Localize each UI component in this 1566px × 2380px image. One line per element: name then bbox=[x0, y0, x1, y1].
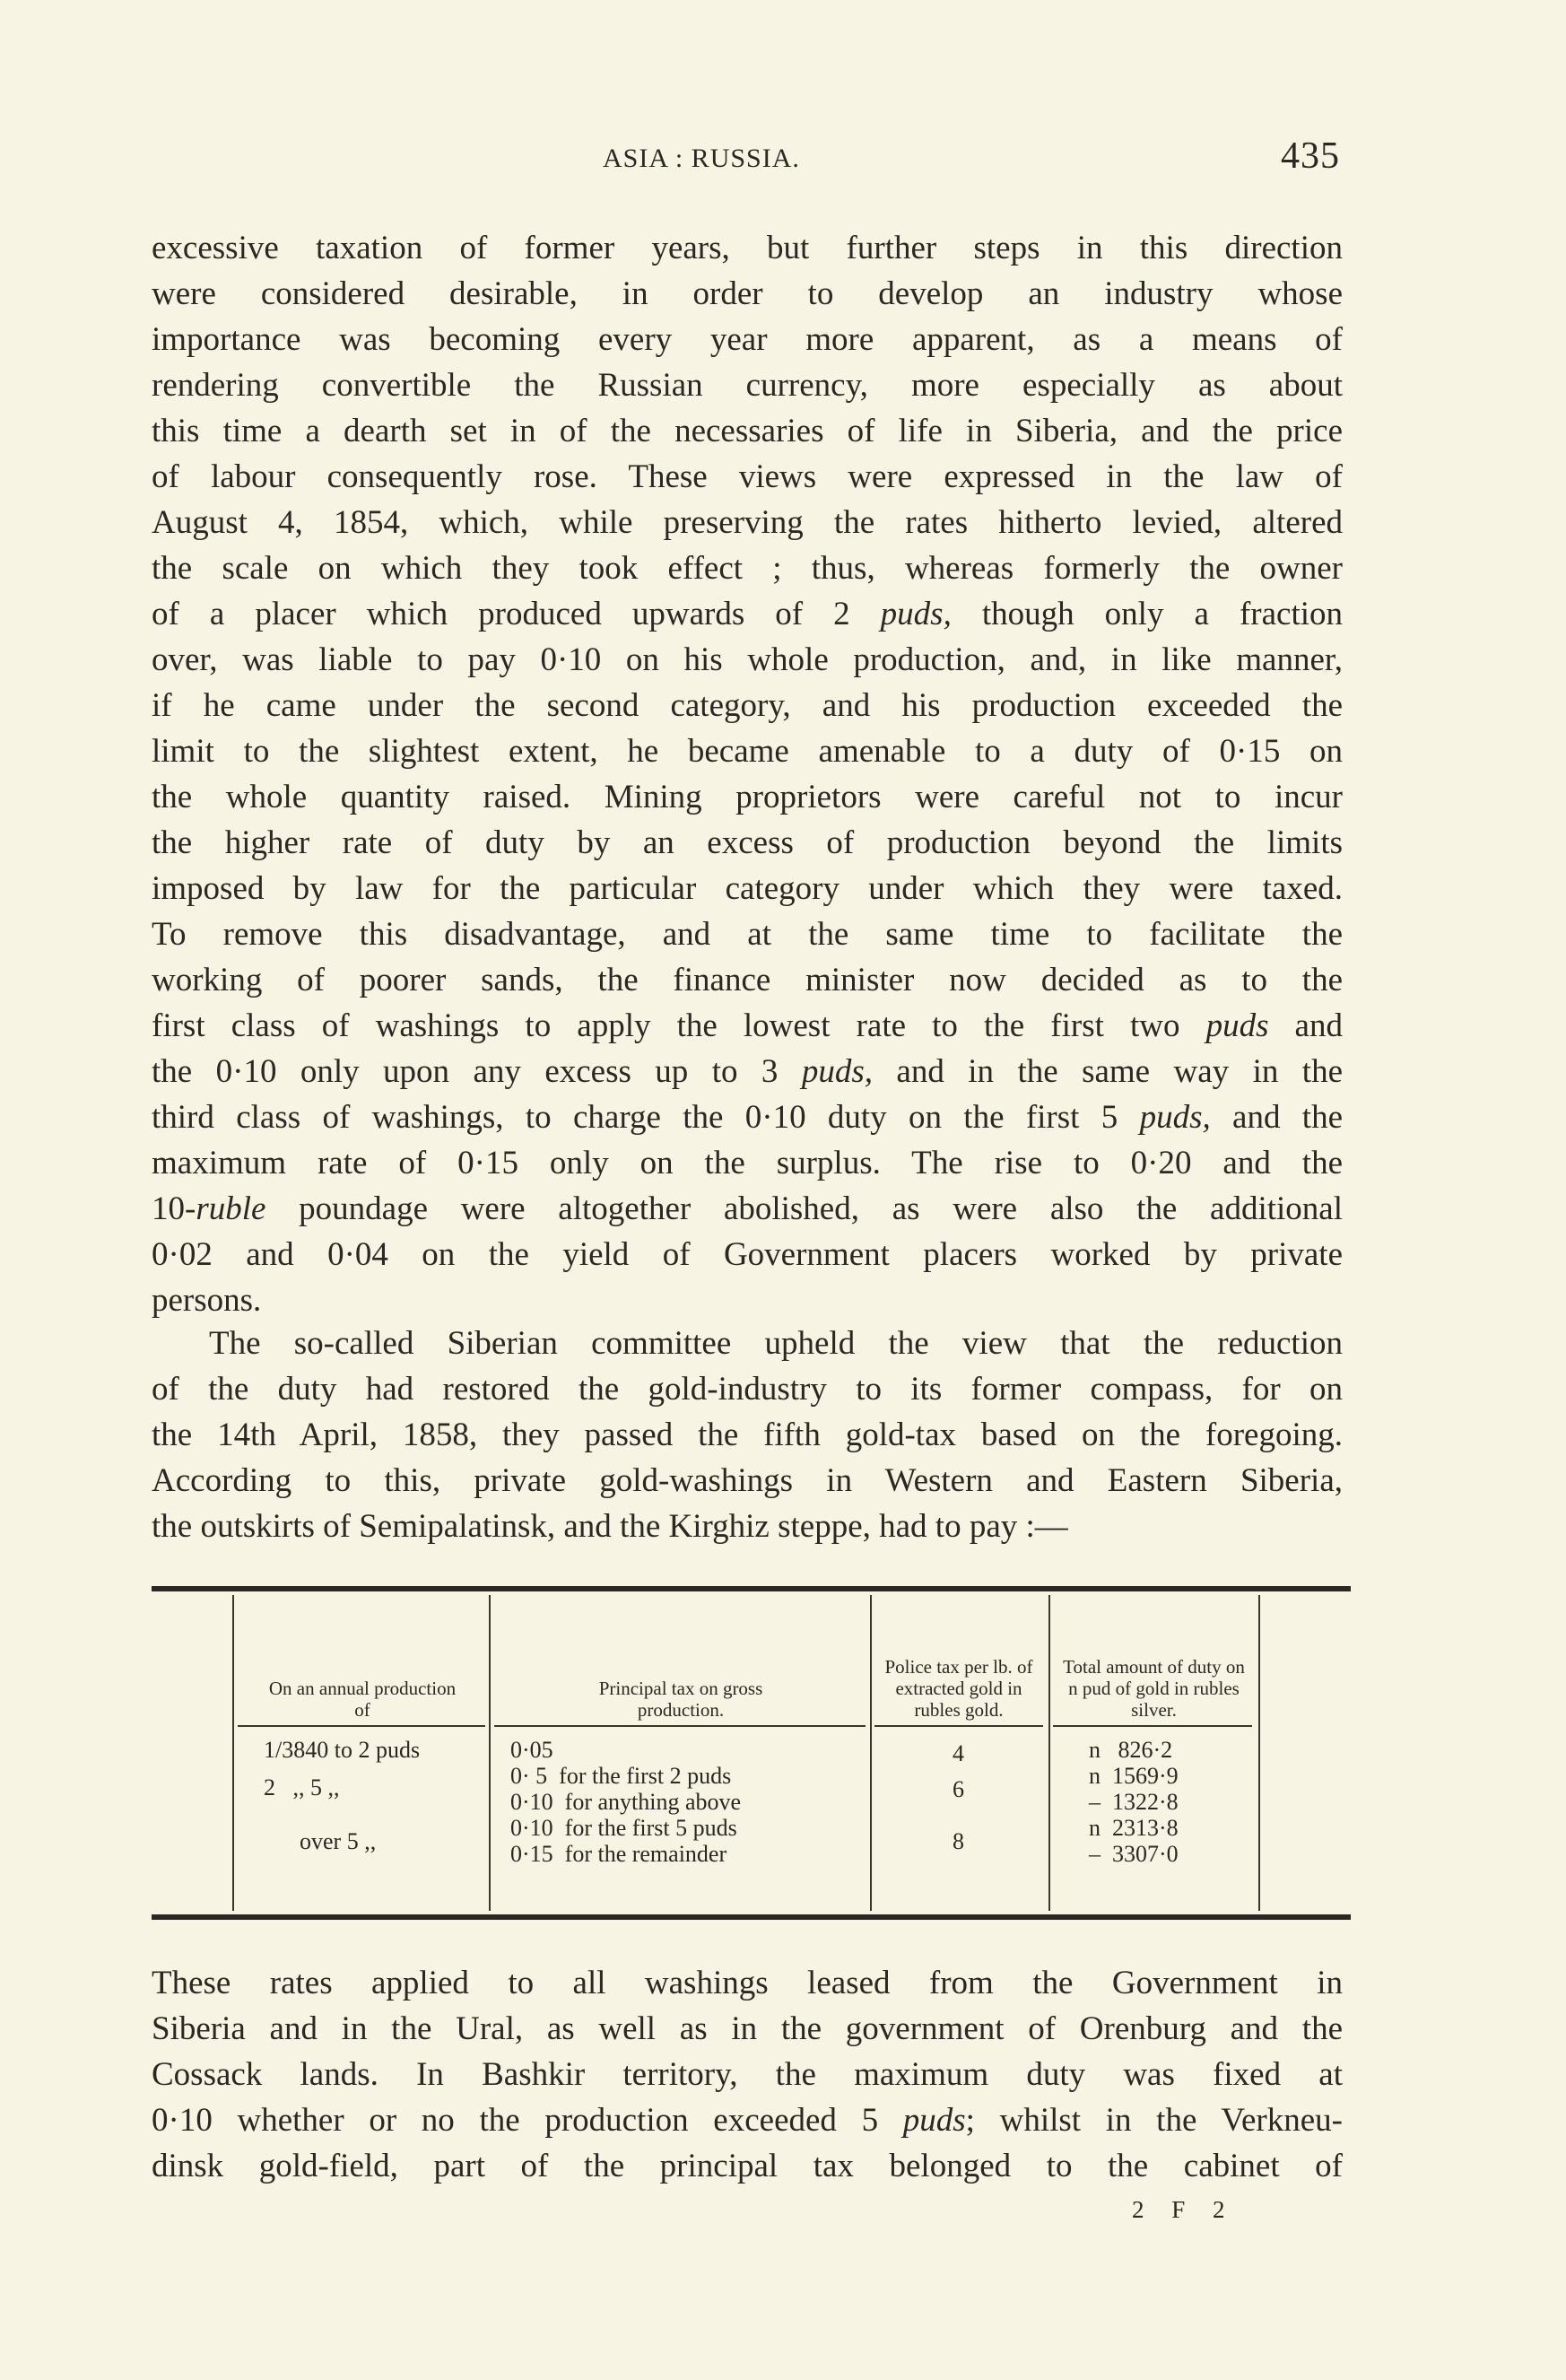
paragraph-2 bbox=[152, 1321, 1343, 1549]
running-head: ASIA : RUSSIA. bbox=[603, 144, 800, 173]
text-segment: Siberia and in the Ural, as well as in the government of Orenburg and the bbox=[152, 2010, 1343, 2047]
text-line bbox=[152, 1366, 1343, 1412]
text-line bbox=[152, 1321, 1343, 1366]
text-segment: if he came under the second category, and his production exceeded the bbox=[152, 687, 1343, 724]
text-line bbox=[152, 1094, 1343, 1140]
total-row-2a: n 1569·9 bbox=[1089, 1763, 1179, 1789]
text-segment: puds, bbox=[1139, 1099, 1211, 1136]
text-line bbox=[152, 1186, 1343, 1232]
text-line bbox=[152, 317, 1343, 362]
column-divider bbox=[232, 1595, 234, 1911]
text-segment: ; whilst in the Verkneu- bbox=[965, 2102, 1343, 2139]
header-divider bbox=[1053, 1725, 1252, 1727]
production-row-1: 1/3840 to 2 puds bbox=[264, 1737, 421, 1763]
text-segment: puds bbox=[902, 2102, 966, 2139]
total-row-3b: – 3307·0 bbox=[1089, 1841, 1179, 1867]
table-top-rule bbox=[152, 1586, 1351, 1591]
text-segment: excessive taxation of former years, but further steps in this direction bbox=[152, 230, 1343, 266]
header-divider bbox=[874, 1725, 1043, 1727]
text-line bbox=[152, 2052, 1343, 2097]
text-line bbox=[152, 820, 1343, 866]
text-line bbox=[152, 1504, 1343, 1549]
text-segment: dinsk gold-field, part of the principal tax belonged to the cabinet of bbox=[152, 2148, 1343, 2184]
text-line bbox=[152, 866, 1343, 911]
text-line bbox=[152, 1412, 1343, 1458]
text-segment: poundage were altogether abolished, as were also the additional bbox=[265, 1190, 1343, 1227]
text-segment: of labour consequently rose. These views were expressed in the law of bbox=[152, 458, 1343, 495]
text-segment: To remove this disadvantage, and at the same time to facilitate the bbox=[152, 916, 1343, 953]
text-line bbox=[152, 1003, 1343, 1049]
column-divider bbox=[1048, 1595, 1050, 1911]
text-line bbox=[152, 728, 1343, 774]
production-row-2: 2 ,, 5 ,, bbox=[264, 1774, 340, 1800]
text-segment: ruble bbox=[196, 1190, 266, 1227]
text-line bbox=[152, 362, 1343, 408]
text-segment: the higher rate of duty by an excess of production beyond the limits bbox=[152, 824, 1343, 861]
text-segment: 0·02 and 0·04 on the yield of Government placers worked by private bbox=[152, 1236, 1343, 1273]
text-line bbox=[152, 225, 1343, 271]
text-line bbox=[152, 1277, 1343, 1323]
paragraph-1 bbox=[152, 225, 1343, 1323]
text-segment: the 14th April, 1858, they passed the fifth gold-tax based on the foregoing. bbox=[152, 1417, 1343, 1453]
table-bottom-rule bbox=[152, 1914, 1351, 1920]
text-segment: the outskirts of Semipalatinsk, and the Kirghiz steppe, had to pay :— bbox=[152, 1508, 1068, 1545]
text-line bbox=[152, 454, 1343, 500]
text-line bbox=[152, 1960, 1343, 2006]
text-line bbox=[152, 1140, 1343, 1186]
text-line bbox=[152, 1458, 1343, 1504]
text-segment: this time a dearth set in of the necessaries of life in Siberia, and the price bbox=[152, 413, 1343, 449]
police-row-2: 6 bbox=[953, 1776, 964, 1802]
principal-row-2b: 0·10 for anything above bbox=[510, 1789, 742, 1815]
text-line bbox=[152, 1049, 1343, 1094]
text-segment: over, was liable to pay 0·10 on his whole production, and, in like manner, bbox=[152, 641, 1343, 678]
text-segment: and the bbox=[1210, 1099, 1344, 1136]
text-segment: working of poorer sands, the finance minister now decided as to the bbox=[152, 962, 1343, 998]
text-line bbox=[152, 774, 1343, 820]
total-row-2b: – 1322·8 bbox=[1089, 1789, 1179, 1815]
principal-row-3a: 0·10 for the first 5 puds bbox=[510, 1815, 737, 1841]
paragraph-3 bbox=[152, 1960, 1343, 2189]
text-segment: of the duty had restored the gold-industry to its former compass, for on bbox=[152, 1371, 1343, 1408]
text-segment: though only a fraction bbox=[951, 596, 1343, 632]
column-divider bbox=[489, 1595, 491, 1911]
column-divider bbox=[870, 1595, 872, 1911]
text-line bbox=[152, 408, 1343, 454]
signature-mark: 2 F 2 bbox=[1132, 2196, 1236, 2223]
text-segment: puds bbox=[1205, 1007, 1269, 1044]
principal-row-1: 0·05 bbox=[510, 1737, 553, 1763]
text-segment: August 4, 1854, which, while preserving the rates hitherto levied, altered bbox=[152, 504, 1343, 541]
header-divider bbox=[238, 1725, 485, 1727]
text-line bbox=[152, 591, 1343, 637]
text-segment: 0·10 whether or no the production exceeded 5 bbox=[152, 2102, 903, 2139]
text-segment: the 0·10 only upon any excess up to 3 bbox=[152, 1053, 802, 1090]
text-line bbox=[152, 500, 1343, 545]
text-line bbox=[152, 683, 1343, 728]
text-line bbox=[152, 2143, 1343, 2189]
text-segment: of a placer which produced upwards of 2 bbox=[152, 596, 881, 632]
gold-tax-table bbox=[152, 1586, 1351, 1920]
text-segment: were considered desirable, in order to develop an industry whose bbox=[152, 275, 1343, 312]
total-row-3a: n 2313·8 bbox=[1089, 1815, 1179, 1841]
text-segment: limit to the slightest extent, he became amenable to a duty of 0·15 on bbox=[152, 733, 1343, 770]
header-production: On an annual production of bbox=[268, 1678, 457, 1721]
page-number: 435 bbox=[1281, 135, 1340, 177]
text-segment: 10- bbox=[152, 1190, 196, 1227]
text-line bbox=[152, 637, 1343, 683]
text-segment: the scale on which they took effect ; thus, whereas formerly the owner bbox=[152, 550, 1343, 587]
column-divider bbox=[1258, 1595, 1260, 1911]
text-segment: importance was becoming every year more apparent, as a means of bbox=[152, 321, 1343, 358]
text-segment: and bbox=[1268, 1007, 1343, 1044]
police-row-3: 8 bbox=[953, 1828, 964, 1854]
text-line bbox=[152, 2006, 1343, 2052]
text-segment: imposed by law for the particular category under which they were taxed. bbox=[152, 870, 1343, 907]
text-segment: According to this, private gold-washings in Western and Eastern Siberia, bbox=[152, 1462, 1343, 1499]
header-principal-tax: Principal tax on gross production. bbox=[598, 1678, 763, 1721]
text-segment: first class of washings to apply the lowest rate to the first two bbox=[152, 1007, 1206, 1044]
police-row-1: 4 bbox=[953, 1740, 964, 1766]
text-segment: and in the same way in the bbox=[873, 1053, 1343, 1090]
text-line bbox=[152, 957, 1343, 1003]
text-line bbox=[152, 271, 1343, 317]
text-segment: rendering convertible the Russian currency, more especially as about bbox=[152, 367, 1343, 404]
text-line bbox=[152, 1232, 1343, 1277]
text-segment: puds, bbox=[880, 596, 952, 632]
text-segment: The so-called Siberian committee upheld the view that the reduction bbox=[209, 1325, 1343, 1362]
text-segment: third class of washings, to charge the 0·10 duty on the first 5 bbox=[152, 1099, 1140, 1136]
text-segment: These rates applied to all washings leased from the Government in bbox=[152, 1965, 1343, 2001]
text-segment: Cossack lands. In Bashkir territory, the maximum duty was fixed at bbox=[152, 2056, 1343, 2093]
text-segment: persons. bbox=[152, 1282, 262, 1319]
principal-row-2a: 0· 5 for the first 2 puds bbox=[510, 1763, 732, 1789]
principal-row-3b: 0·15 for the remainder bbox=[510, 1841, 727, 1867]
header-total-duty: Total amount of duty on n pud of gold in rubles silver. bbox=[1063, 1656, 1245, 1721]
text-line bbox=[152, 545, 1343, 591]
text-segment: the whole quantity raised. Mining proprietors were careful not to incur bbox=[152, 779, 1343, 815]
total-row-1: n 826·2 bbox=[1089, 1737, 1173, 1763]
production-row-3: over 5 ,, bbox=[300, 1828, 377, 1854]
text-segment: maximum rate of 0·15 only on the surplus. The rise to 0·20 and the bbox=[152, 1145, 1343, 1181]
header-divider bbox=[494, 1725, 866, 1727]
header-police-tax: Police tax per lb. of extracted gold in rubles gold. bbox=[884, 1656, 1033, 1721]
text-segment: puds, bbox=[801, 1053, 873, 1090]
text-line bbox=[152, 2097, 1343, 2143]
text-line bbox=[152, 911, 1343, 957]
